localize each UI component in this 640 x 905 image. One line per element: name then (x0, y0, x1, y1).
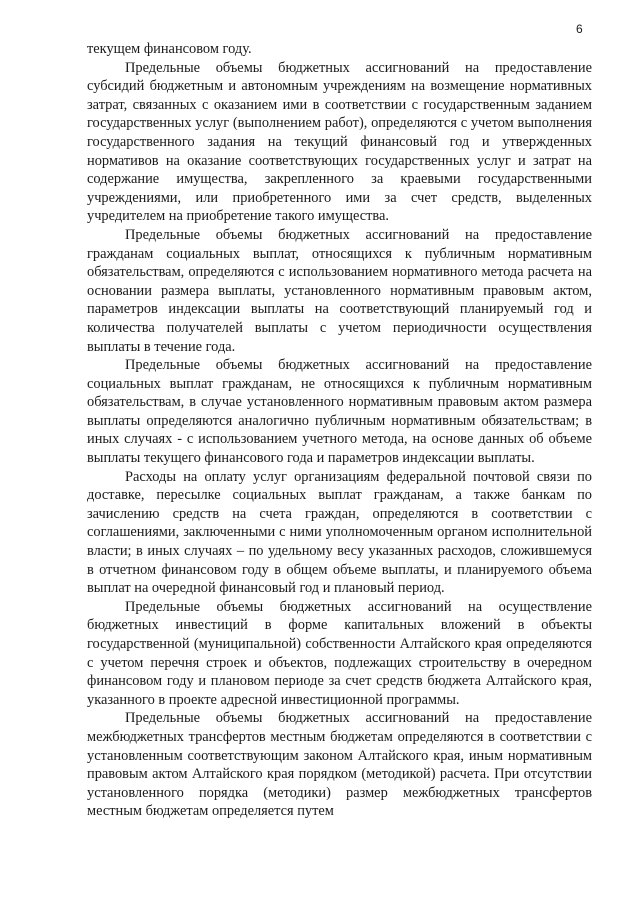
document-body (87, 40, 592, 821)
paragraph-postal-services: Расходы на оплату услуг организациям федеральной почтовой связи по доставке, пересылке социальных выплат гражданам, а также банкам по зачислению средств на счета граждан, определяются в соответствии с соглашениями, заключенными с ними уполномоченным органом исполнительной власти; в иных случаях – по удельному весу указанных расходов, сложившемуся в отчетном финансовом году в общем объеме выплаты, и планируемого объема выплат на очередной финансовый год и плановый период. (87, 468, 592, 597)
paragraph-social-payments: Предельные объемы бюджетных ассигнований на предоставление социальных выплат гражданам, не относящихся к публичным нормативным обязательствам, в случае установленного нормативным правовым актом размера выплаты определяются аналогично публичным нормативным обязательствам; в иных случаях - с использованием учетного метода, на основе данных об объеме выплаты текущего финансового года и параметров индексации выплаты. (87, 357, 592, 467)
paragraph-public-obligations: Предельные объемы бюджетных ассигнований на предоставление гражданам социальных выплат, относящихся к публичным нормативным обязательствам, определяются с использованием нормативного метода расчета на основании размера выплаты, установленного нормативным правовым актом, параметров индексации выплаты на соответствующий планируемый год и количества получателей выплаты с учетом периодичности осуществления выплаты в течение года. (87, 226, 592, 355)
paragraph-capital-investments: Предельные объемы бюджетных ассигнований на осуществление бюджетных инвестиций в форме капитальных вложений в объекты государственной (муниципальной) собственности Алтайского края определяются с учетом перечня строек и объектов, подлежащих строительству в очередном финансовом году и плановом периоде за счет средств бюджета Алтайского края, указанного в проекте адресной инвестиционной программы. (87, 598, 592, 708)
paragraph-interbudget-transfers: Предельные объемы бюджетных ассигнований на предоставление межбюджетных трансфертов местным бюджетам определяются в соответствии с установленным соответствующим законом Алтайского края, иным нормативным правовым актом Алтайского края порядком (методикой) расчета. При отсутствии установленного порядка (методики) размер межбюджетных трансфертов местным бюджетам определяется путем (87, 710, 592, 820)
paragraph-subsidies: Предельные объемы бюджетных ассигнований на предоставление субсидий бюджетным и автономным учреждениям на возмещение нормативных затрат, связанных с оказанием ими в соответствии с государственным заданием государственных услуг (выполнением работ), определяются с учетом выполнения государственного задания на текущий финансовый год и утвержденных нормативов на оказание соответствующих государственных услуг и затрат на содержание имущества, закрепленного за краевыми государственными учреждениями, или приобретенного ими за счет средств, выделенных учредителем на приобретение такого имущества. (87, 59, 592, 225)
paragraph-continuation: текущем финансовом году. (87, 41, 252, 57)
page-number: 6 (576, 22, 583, 36)
